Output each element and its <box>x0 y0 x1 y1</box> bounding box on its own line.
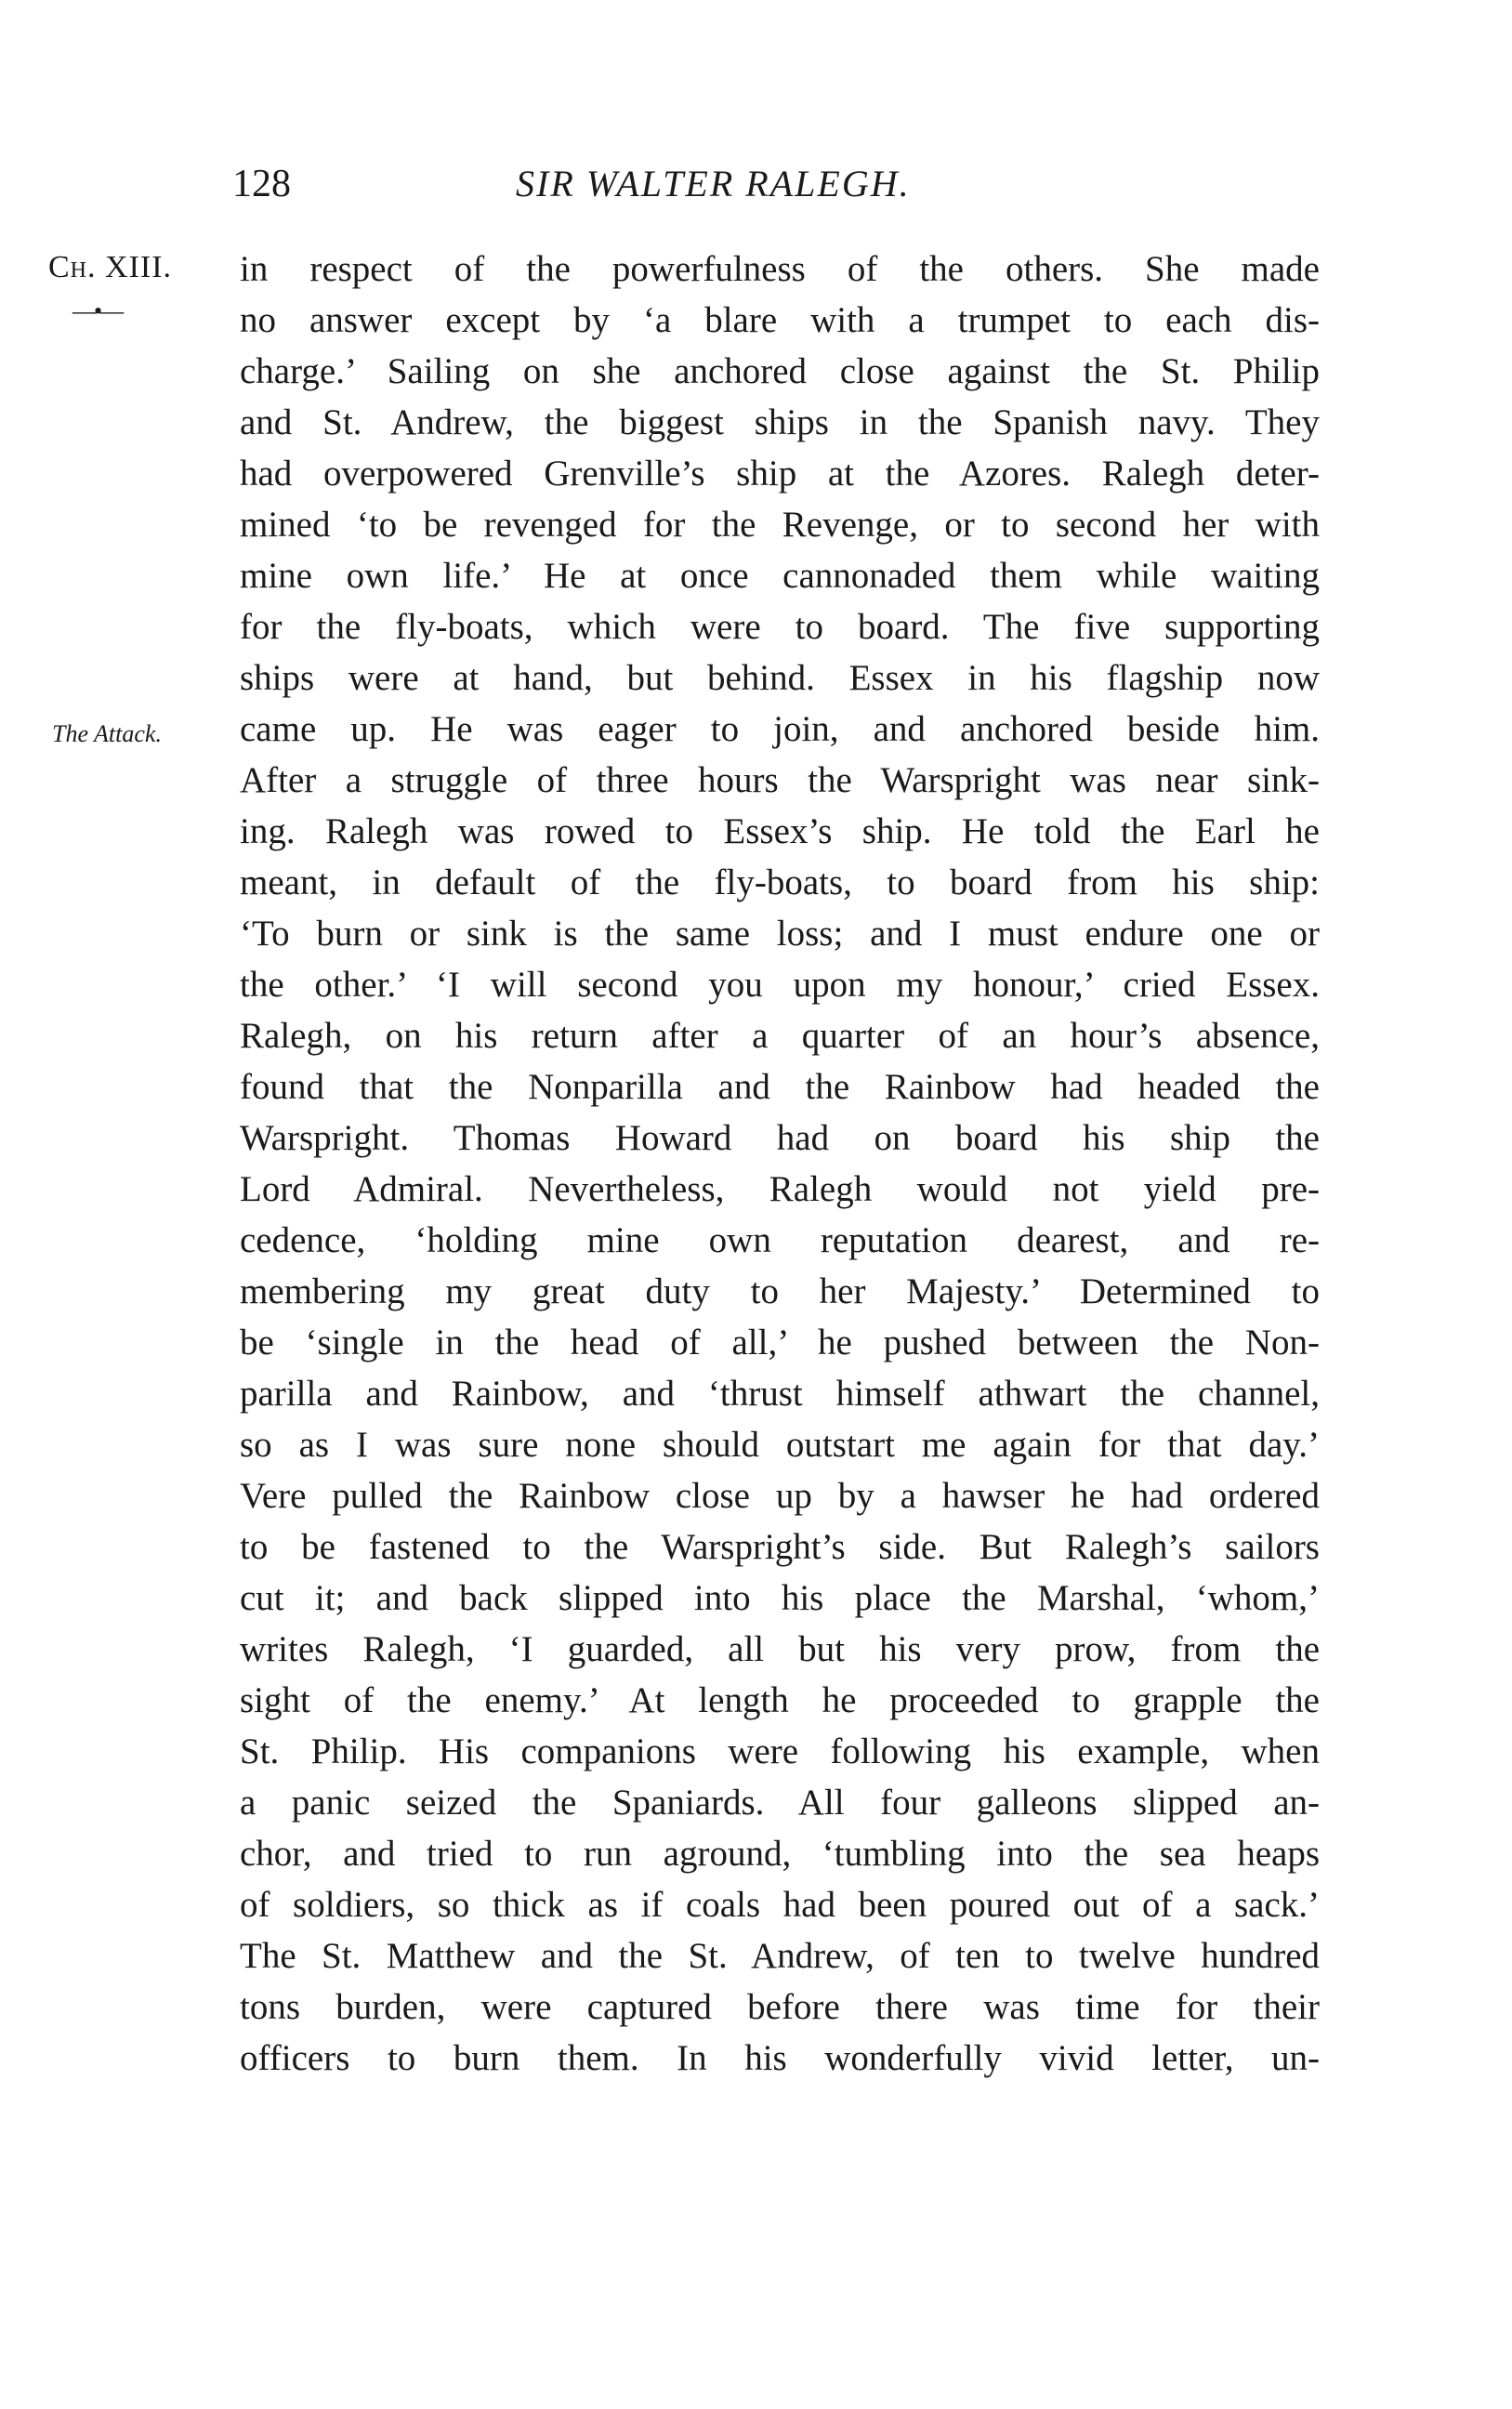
text-line: officers to burn them. In his wonderfully vivid letter, un- <box>240 2038 1320 2078</box>
page-number: 128 <box>232 163 291 205</box>
text-line: came up. He was eager to join, and anchored beside him. <box>240 709 1320 749</box>
running-head <box>232 156 1320 212</box>
text-line: ships were at hand, but behind. Essex in his flagship now <box>240 658 1320 698</box>
text-line: had overpowered Grenville’s ship at the Azores. Ralegh deter- <box>240 454 1320 494</box>
text-line: Vere pulled the Rainbow close up by a hawser he had ordered <box>240 1476 1320 1516</box>
margin-sidenote: The Attack. <box>52 720 162 747</box>
text-line: no answer except by ‘a blare with a trumpet to each dis- <box>240 300 1320 340</box>
text-line: St. Philip. His companions were following his example, when <box>240 1731 1320 1771</box>
text-line: mine own life.’ He at once cannonaded them while waiting <box>240 556 1320 596</box>
text-line: membering my great duty to her Majesty.’ Determined to <box>240 1271 1320 1311</box>
text-line: tons burden, were captured before there was time for their <box>240 1987 1320 2027</box>
text-line: so as I was sure none should outstart me again for that day.’ <box>240 1425 1320 1465</box>
text-line: Ralegh, on his return after a quarter of an hour’s absence, <box>240 1016 1320 1056</box>
text-line: found that the Nonparilla and the Rainbow had headed the <box>240 1067 1320 1107</box>
text-line: meant, in default of the fly-boats, to board from his ship: <box>240 862 1320 902</box>
text-line: After a struggle of three hours the Warspright was near sink- <box>240 760 1320 800</box>
text-line: Warspright. Thomas Howard had on board his ship the <box>240 1118 1320 1158</box>
text-line: a panic seized the Spaniards. All four galleons slipped an- <box>240 1783 1320 1823</box>
text-line: sight of the enemy.’ At length he proceeded to grapple the <box>240 1680 1320 1720</box>
text-line: Lord Admiral. Nevertheless, Ralegh would not yield pre- <box>240 1169 1320 1209</box>
running-title: SIR WALTER RALEGH. <box>516 163 911 204</box>
text-line: writes Ralegh, ‘I guarded, all but his very prow, from the <box>240 1629 1320 1669</box>
chapter-label: Ch. XIII. <box>48 250 173 284</box>
text-line: cut it; and back slipped into his place the Marshal, ‘whom,’ <box>240 1578 1320 1618</box>
body-text <box>240 244 1320 2084</box>
text-line: mined ‘to be revenged for the Revenge, or to second her with <box>240 505 1320 545</box>
text-line: charge.’ Sailing on she anchored close against the St. Philip <box>240 351 1320 391</box>
text-line: for the fly-boats, which were to board. The five supporting <box>240 607 1320 647</box>
text-line: and St. Andrew, the biggest ships in the Spanish navy. They <box>240 402 1320 442</box>
text-line: ing. Ralegh was rowed to Essex’s ship. He told the Earl he <box>240 811 1320 851</box>
text-line: of soldiers, so thick as if coals had been poured out of a sack.’ <box>240 1885 1320 1925</box>
text-line: to be fastened to the Warspright’s side. But Ralegh’s sailors <box>240 1527 1320 1567</box>
ornament-divider: —•— <box>72 297 122 324</box>
text-line: The St. Matthew and the St. Andrew, of ten to twelve hundred <box>240 1936 1320 1976</box>
text-line: ‘To burn or sink is the same loss; and I must endure one or <box>240 914 1320 954</box>
text-line: in respect of the powerfulness of the others. She made <box>240 249 1320 289</box>
text-line: chor, and tried to run aground, ‘tumbling into the sea heaps <box>240 1834 1320 1874</box>
text-line: cedence, ‘holding mine own reputation dearest, and re- <box>240 1220 1320 1260</box>
text-line: be ‘single in the head of all,’ he pushed between the Non- <box>240 1323 1320 1362</box>
text-line: the other.’ ‘I will second you upon my honour,’ cried Essex. <box>240 965 1320 1005</box>
text-line: parilla and Rainbow, and ‘thrust himself athwart the channel, <box>240 1374 1320 1414</box>
